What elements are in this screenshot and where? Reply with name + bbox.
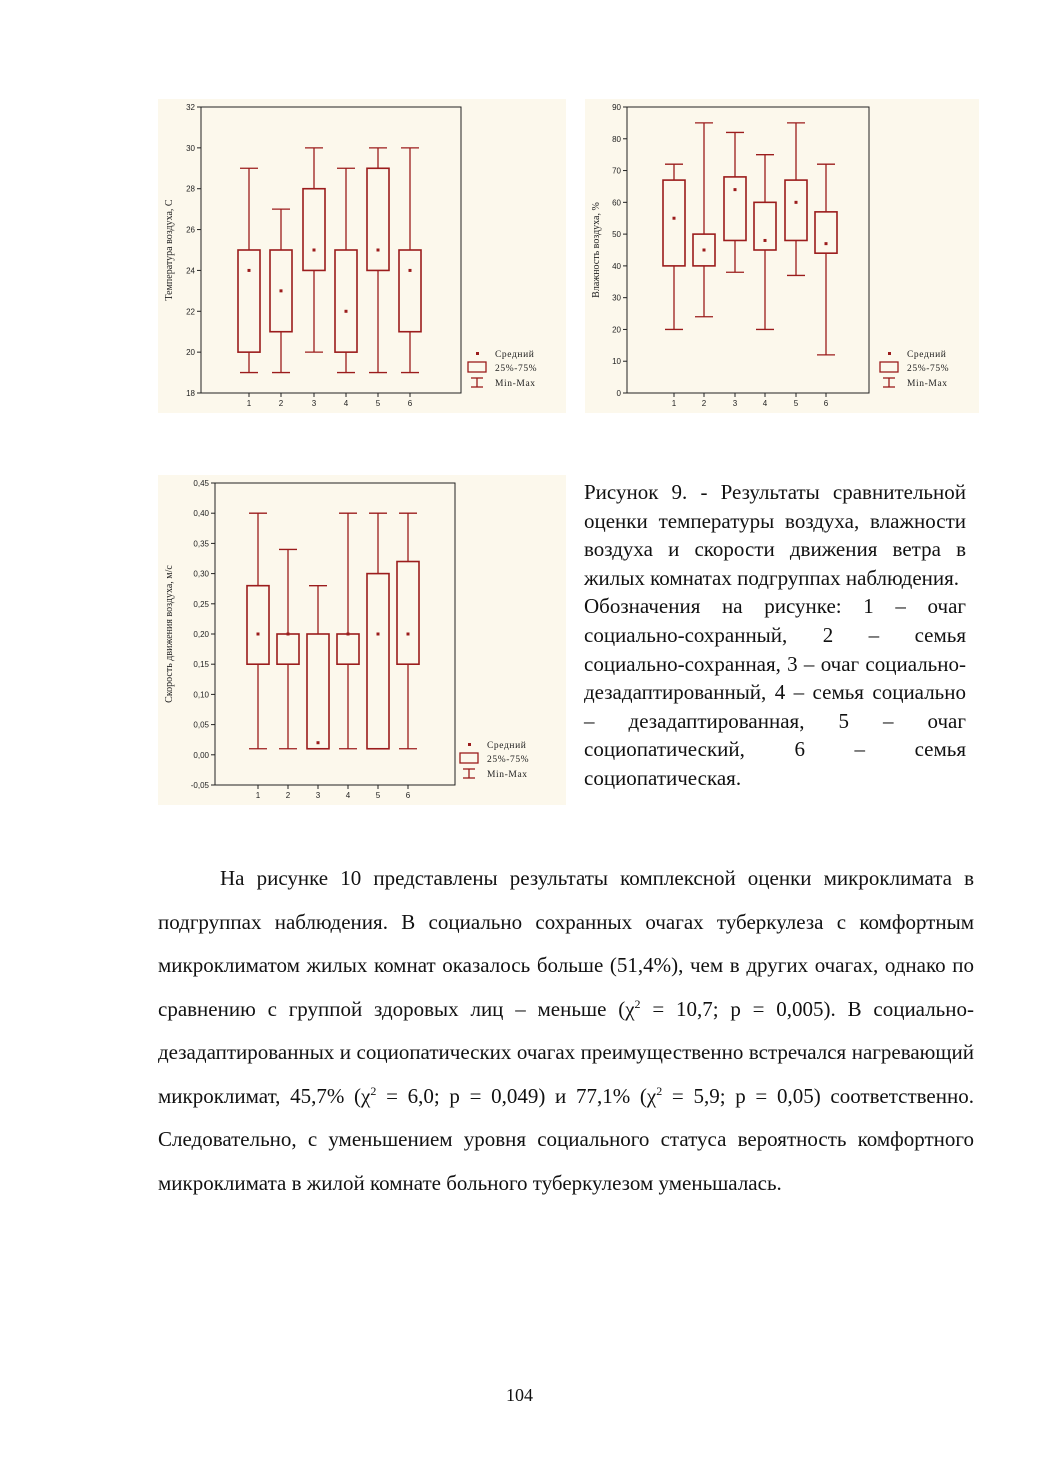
text-run: На рисунке 10 представлены результаты комплексной оценки микроклимата в подгруппах наблюдения. В социально сохранных очагах туберкулеза с комфортным микроклиматом жилых комнат оказалось больше (51,4%), чем в других очагах, однако по сравнению с группой здоровых лиц – меньше (: [158, 866, 974, 1021]
mean-marker: [317, 741, 320, 744]
x-tick-label: 5: [375, 399, 381, 408]
y-axis-label: Скорость движения воздуха, м/с: [164, 565, 175, 703]
legend-range-label: Min-Max: [907, 379, 948, 389]
y-tick-label: 0,05: [193, 720, 209, 730]
y-tick-label: 10: [612, 357, 621, 367]
iqr-box: [397, 562, 419, 665]
y-tick-label: 40: [612, 261, 621, 271]
mean-marker: [347, 633, 350, 636]
y-tick-label: 0,15: [193, 660, 209, 670]
mean-marker: [734, 188, 737, 191]
x-tick-label: 3: [311, 399, 317, 408]
y-tick-label: 0,35: [193, 539, 209, 549]
iqr-box: [785, 180, 807, 240]
mean-marker: [407, 633, 410, 636]
superscript: 2: [656, 1083, 663, 1098]
mean-marker: [825, 242, 828, 245]
y-tick-label: 0: [616, 389, 621, 398]
y-tick-label: 0,25: [193, 599, 209, 609]
body-paragraph: [158, 857, 974, 1205]
y-tick-label: 50: [612, 230, 621, 240]
legend-mean-marker: [476, 352, 479, 355]
y-tick-label: 30: [186, 143, 195, 153]
x-tick-label: 1: [246, 399, 252, 408]
x-tick-label: 2: [278, 399, 284, 408]
x-tick-label: 2: [285, 791, 291, 800]
y-axis-label: Температура воздуха, С: [164, 199, 175, 301]
mean-marker: [280, 289, 283, 292]
y-tick-label: 0,00: [193, 750, 209, 760]
legend-mean-label: Средний: [495, 350, 535, 360]
page-number: 104: [506, 1385, 533, 1405]
mean-marker: [703, 249, 706, 252]
y-tick-label: 60: [612, 198, 621, 208]
chart-air-speed-panel: [158, 475, 566, 805]
chart-temperature: [158, 99, 566, 413]
y-tick-label: 28: [186, 184, 195, 194]
y-tick-label: 0,30: [193, 569, 209, 579]
legend-box-label: 25%-75%: [495, 364, 538, 374]
chart-humidity: [585, 99, 979, 413]
y-tick-label: 0,20: [193, 630, 209, 639]
legend-mean-marker: [468, 743, 471, 746]
y-tick-label: 20: [186, 348, 195, 358]
y-tick-label: 26: [186, 225, 195, 235]
iqr-box: [754, 202, 776, 250]
y-axis-label: Влажность воздуха, %: [591, 202, 602, 298]
mean-marker: [377, 633, 380, 636]
x-tick-label: 3: [732, 399, 738, 408]
figure-caption-title: Рисунок 9. - Результаты сравнительной оценки температуры воздуха, влажности воздуха и скорости движения ветра в жилых комнатах подгруппах наблюдения.: [584, 480, 966, 590]
legend-box-marker: [880, 362, 898, 372]
chi-symbol: χ: [361, 1083, 371, 1108]
legend-box-label: 25%-75%: [487, 755, 530, 765]
iqr-box: [399, 250, 421, 332]
superscript: 2: [370, 1083, 377, 1098]
superscript: 2: [634, 996, 641, 1011]
x-tick-label: 6: [405, 791, 411, 800]
chi-symbol: χ: [625, 996, 635, 1021]
figure-caption-legend: Обозначения на рисунке: 1 – очаг социально-сохранный, 2 – семья социально-сохранная, 3 – очаг социально-дезадаптированный, 4 – семья социально – дезадаптированная, 5 – очаг социопатический, 6 – семья социопатическая.: [584, 594, 966, 790]
iqr-box: [303, 189, 325, 271]
legend-box-marker: [460, 753, 478, 763]
legend-mean-marker: [888, 352, 891, 355]
x-tick-label: 4: [343, 399, 349, 408]
legend-range-label: Min-Max: [495, 379, 536, 389]
x-tick-label: 6: [823, 399, 829, 408]
y-tick-label: 18: [186, 389, 195, 398]
text-run: = 10,7; р = 0,005). В социально-дезадаптированных и социопатических очагах преимущественно встречался нагревающий микроклимат, 45,7% (: [158, 996, 974, 1108]
mean-marker: [673, 217, 676, 220]
legend-mean-label: Средний: [487, 741, 527, 751]
mean-marker: [409, 269, 412, 272]
iqr-box: [663, 180, 685, 266]
mean-marker: [313, 249, 316, 252]
iqr-box: [335, 250, 357, 352]
x-tick-label: 5: [375, 791, 381, 800]
y-tick-label: 32: [186, 103, 195, 112]
y-tick-label: -0,05: [190, 781, 209, 790]
y-tick-label: 20: [612, 325, 621, 335]
x-tick-label: 6: [407, 399, 413, 408]
iqr-box: [307, 634, 329, 749]
x-tick-label: 4: [345, 791, 351, 800]
y-tick-label: 22: [186, 307, 195, 317]
iqr-box: [277, 634, 299, 664]
mean-marker: [248, 269, 251, 272]
y-tick-label: 80: [612, 134, 621, 144]
mean-marker: [345, 310, 348, 313]
chi-symbol: χ: [646, 1083, 657, 1108]
x-tick-label: 1: [255, 791, 261, 800]
legend-mean-label: Средний: [907, 350, 947, 360]
mean-marker: [795, 201, 798, 204]
y-tick-label: 70: [612, 166, 621, 176]
y-tick-label: 30: [612, 293, 621, 303]
iqr-box: [724, 177, 746, 241]
chart-humidity-panel: [585, 99, 979, 413]
y-tick-label: 0,40: [193, 509, 209, 519]
x-tick-label: 4: [762, 399, 768, 408]
text-run: = 6,0; р = 0,049) и 77,1% (: [376, 1083, 647, 1108]
body-paragraph-text: [158, 857, 974, 1205]
iqr-box: [815, 212, 837, 253]
text-run: = 5,9; р = 0,05) соответственно. Следовательно, с уменьшением уровня социального статуса вероятность комфортного микроклимата в жилой комнате больного туберкулезом уменьшалась.: [158, 1083, 974, 1195]
x-tick-label: 5: [793, 399, 799, 408]
iqr-box: [247, 586, 269, 665]
chart-air-speed: [158, 475, 566, 805]
legend-range-label: Min-Max: [487, 770, 528, 780]
x-tick-label: 3: [315, 791, 321, 800]
x-tick-label: 1: [671, 399, 677, 408]
y-tick-label: 0,10: [193, 690, 209, 700]
y-tick-label: 90: [612, 103, 621, 112]
legend-box-marker: [468, 362, 486, 372]
y-tick-label: 24: [186, 266, 195, 276]
mean-marker: [287, 633, 290, 636]
x-tick-label: 2: [701, 399, 707, 408]
chart-temperature-panel: [158, 99, 566, 413]
iqr-box: [238, 250, 260, 352]
figure-caption: [584, 478, 966, 793]
y-tick-label: 0,45: [193, 479, 209, 488]
iqr-box: [367, 168, 389, 270]
mean-marker: [377, 249, 380, 252]
iqr-box: [337, 634, 359, 664]
legend-box-label: 25%-75%: [907, 364, 950, 374]
iqr-box: [367, 574, 389, 749]
mean-marker: [764, 239, 767, 242]
mean-marker: [257, 633, 260, 636]
